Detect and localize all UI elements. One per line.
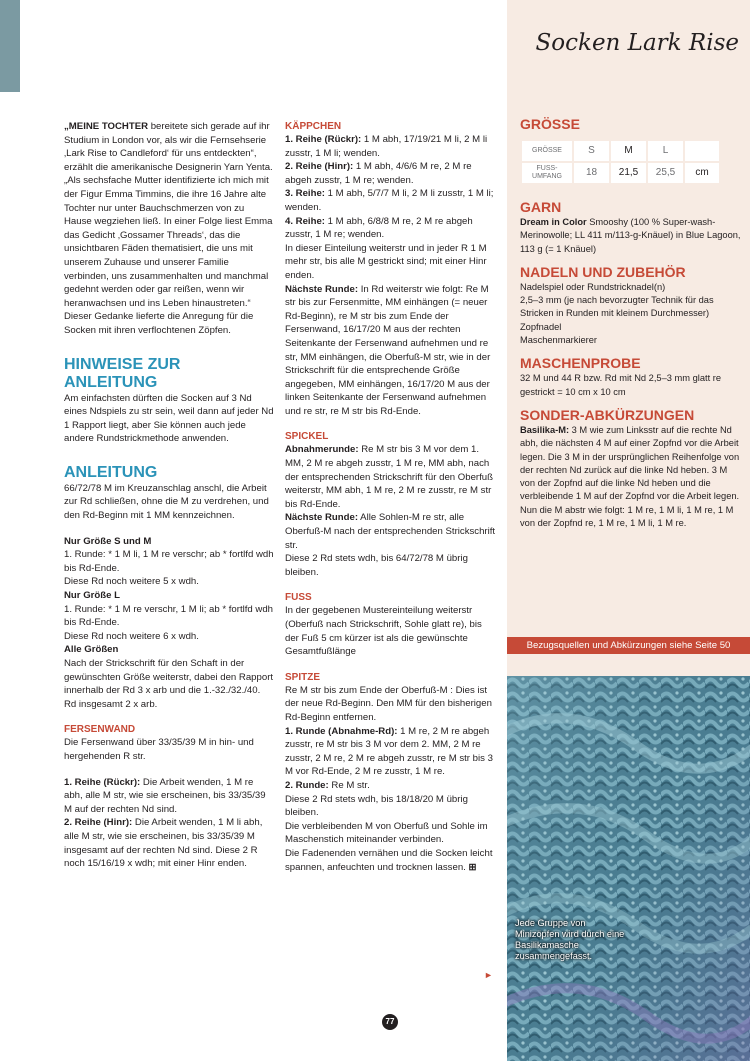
intro-text: bereitete sich gerade auf ihr Studium in London vor, als wir die Fernsehserie ‚Lark Rise to Candleford‘ für uns entdeckten“, erzählt die amerikanische Designerin Yarn Yenta. „Als sechsfache Mutter identifizierte ich mich mit der Figur Emma Timmins, die ihre 16 Jahre alte Tochter nur unter Bauchschmerzen von zu Hause wegziehen ließ. In einer Folge liest Emma das Gedicht ‚Gossamer Threads‘, das die unsichtbaren Fäden thematisiert, die uns mit unserem Zuhause und unserer Familie verbinden, uns zusammenhalten und manchmal gedehnt werden oder gar reißen, wenn wir heranwachsen und ins Leben hinaustreten.“ Dieser Gedanke lieferte die Anregung für die Socken mit ihren verflochtenen Zöpfen. <box>64 121 273 336</box>
anleitung-intro: 66/72/78 M im Kreuzanschlag anschl, die Arbeit zur Rd schließen, ohne die M zu verdrehen, und den Rd-Beginn mit 1 MM kennzeichnen. <box>64 482 269 522</box>
page-number: 77 <box>382 1014 398 1030</box>
kaeppchen-row1: 1. Reihe (Rückr): 1 M abh, 17/19/21 M li, 2 M li zusstr, 1 M li; wenden. <box>285 134 488 159</box>
column-1 <box>64 120 274 871</box>
foot-l: 25,5 <box>647 162 684 184</box>
size-m: M <box>610 140 647 162</box>
spitze-row2: 2. Runde: Re M str. <box>285 779 370 791</box>
empty-cell <box>684 140 720 162</box>
foot-row <box>521 162 720 184</box>
kaeppchen-row3: 3. Reihe: 1 M abh, 5/7/7 M li, 2 M li zusstr, 1 M li; wenden. <box>285 188 494 213</box>
size-sm-round1: 1. Runde: * 1 M li, 1 M re verschr; ab * fortlfd wdh bis Rd-Ende. <box>64 549 274 574</box>
size-label: GRÖSSE <box>521 140 573 162</box>
spickel-text: Diese 2 Rd stets wdh, bis 64/72/78 M übrig bleiben. <box>285 553 468 578</box>
size-l-repeat: Diese Rd noch weitere 6 x wdh. <box>64 630 199 642</box>
all-sizes-text: Nach der Strickschrift für den Schaft in der gewünschten Größe weiterstr, dabei den Rapport innerhalb der Rd 3 x arb und die 1.-32./32./40. Rd insgesamt 2 x arb. <box>64 658 274 710</box>
nadeln-line-1: Nadelspiel oder Rundstricknadel(n) <box>520 281 666 292</box>
foot-m: 21,5 <box>610 162 647 184</box>
nadeln-line-3: Zopfnadel <box>520 321 562 332</box>
foot-label: FUSS-UMFANG <box>521 162 573 184</box>
intro-lead: „MEINE TOCHTER <box>64 121 149 132</box>
spitze-text3: Die verbleibenden M von Oberfuß und Sohle im Maschenstich miteinander verbinden. <box>285 820 488 846</box>
all-sizes-label: Alle Größen <box>64 644 119 656</box>
foot-unit: cm <box>684 162 720 184</box>
kaeppchen-row4: 4. Reihe: 1 M abh, 6/8/8 M re, 2 M re abgeh zusstr, 1 M re; wenden. <box>285 215 473 241</box>
decorative-strip <box>0 0 20 92</box>
size-sm-label: Nur Größe S und M <box>64 535 152 547</box>
column-3-sidebar <box>520 116 742 530</box>
spickel-heading: SPICKEL <box>285 431 329 443</box>
anleitung-heading: ANLEITUNG <box>64 463 158 481</box>
photo-caption: Jede Gruppe von Minizöpfen wird durch eine Basilikamasche zusammengefasst. <box>515 918 625 961</box>
fersenwand-row2: 2. Reihe (Hinr): Die Arbeit wenden, 1 M li abh, alle M str, wie sie erscheinen, bis 33/35/39 M insgesamt auf der rechten Nd sind. Diese 2 R noch 15/16/19 x wdh; mit einer Hinr enden. <box>64 817 263 870</box>
continue-arrow-icon: ► <box>484 970 493 980</box>
fuss-heading: FUSS <box>285 592 312 604</box>
spitze-text: Re M str bis zum Ende der Oberfuß-M : Dies ist der neue Rd-Beginn. Den MM für den bisherigen Rd-Beginn entfernen. <box>285 684 492 723</box>
column-2 <box>285 120 497 874</box>
size-l: L <box>647 140 684 162</box>
knitted-sock-photo <box>507 676 750 1061</box>
garn-heading: GARN <box>520 199 562 215</box>
sonder-text: Basilika-M: 3 M wie zum Linksstr auf die rechte Nd abh, die nächsten 4 M auf einer Zopfnd vor die Arbeit legen. Die 3 M in der ursprünglichen Reihenfolge von der rechten Nd zurück auf die linke Nd heben. 3 M von der Zopfnd auf die linke Nd heben und die verbleibende 1 M auf der Zopfnd vor die Arbeit legen. Nun die M abstr wie folgt: 1 M re, 1 M li, 1 M re, 1 M von der Zopfnd re, 1 M re, 1 M li, 1 M re. <box>520 424 740 529</box>
spitze-text2: Diese 2 Rd stets wdh, bis 18/18/20 M übrig bleiben. <box>285 793 468 819</box>
hinweise-heading: HINWEISE ZUR ANLEITUNG <box>64 355 181 391</box>
spickel-row1: Abnahmerunde: Re M str bis 3 M vor dem 1. MM, 2 M re abgeh zusstr, 1 M re, MM abh, nach der entsprechenden Strickschrift für den Oberfuß weiterstr, MM abh, 1 M re, 2 M re zusstr, re M str bis Rd-Ende. <box>285 444 493 510</box>
kaeppchen-text: In dieser Einteilung weiterstr und in jeder R 1 M mehr str, bis alle M gestrickt sind; mit einer Hinr enden. <box>285 242 487 281</box>
garn-text: Dream in Color Smooshy (100 % Super-wash-Merinowolle; LL 411 m/113-g-Knäuel) in Blue Lagoon, 113 g (= 1 Knäuel) <box>520 217 741 254</box>
maschenprobe-heading: MASCHENPROBE <box>520 355 641 372</box>
kaeppchen-heading: KÄPPCHEN <box>285 121 342 132</box>
intro-paragraph <box>64 120 274 338</box>
groesse-heading: GRÖSSE <box>520 116 580 132</box>
kaeppchen-next: Nächste Runde: In Rd weiterstr wie folgt: Re M str bis zur Fersenmitte, MM einhängen (= neuer Rd-Beginn), re M str bis zum Ende der Fersenwand, 16/17/20 M aus der rechten Seitenkante der Fersenwand aufnehmen und re str, MM einhängen, die Oberfuß-M str, wie in der Strickschrift für die entsprechende Größe angegeben, MM einhängen, 16/17/20 M aus der linken Seitenkante der Fersenwand aufnehmen und re str, re M str bis Rd-Ende. <box>285 283 491 417</box>
size-l-label: Nur Größe L <box>64 590 120 602</box>
fersenwand-row1: 1. Reihe (Rückr): Die Arbeit wenden, 1 M re abh, alle M str, wie sie erscheinen, bis 33/35/39 M auf der rechten Nd sind. <box>64 776 266 815</box>
end-mark-icon: ⊞ <box>468 861 477 873</box>
spickel-row2: Nächste Runde: Alle Sohlen-M re str, alle Oberfuß-M nach der entsprechenden Strickschrift str. <box>285 512 496 551</box>
pattern-title: Socken Lark Rise <box>535 30 739 56</box>
sources-bar: Bezugsquellen und Abkürzungen siehe Seite 50 <box>507 637 750 654</box>
size-sm-repeat: Diese Rd noch weitere 5 x wdh. <box>64 576 199 588</box>
fuss-text: In der gegebenen Mustereinteilung weiterstr (Oberfuß nach Strickschrift, Sohle glatt re), bis der Fuß 5 cm kürzer ist als die gewünschte Gesamtfußlänge <box>285 605 482 658</box>
fersenwand-text: Die Fersenwand über 33/35/39 M in hin- und hergehenden R str. <box>64 737 254 762</box>
sonder-heading: SONDER-ABKÜRZUNGEN <box>520 406 695 423</box>
size-s: S <box>573 140 610 162</box>
spitze-text4: Die Fadenenden vernähen und die Socken leicht spannen, anfeuchten und trocknen lassen. ⊞ <box>285 847 493 873</box>
knit-texture-image <box>507 676 750 1061</box>
maschenprobe-text: 32 M und 44 R bzw. Rd mit Nd 2,5–3 mm glatt re gestrickt = 10 cm x 10 cm <box>520 373 722 397</box>
foot-s: 18 <box>573 162 610 184</box>
spitze-heading: SPITZE <box>285 671 321 683</box>
fersenwand-heading: FERSENWAND <box>64 724 136 736</box>
nadeln-line-2: 2,5–3 mm (je nach bevorzugter Technik für das Stricken in Runden mit kleinem Durchmesser) <box>520 295 714 319</box>
nadeln-line-4: Maschenmarkierer <box>520 335 597 346</box>
size-table <box>520 139 721 185</box>
nadeln-heading: NADELN UND ZUBEHÖR <box>520 263 686 280</box>
size-l-round1: 1. Runde: * 1 M re verschr, 1 M li; ab * fortlfd wdh bis Rd-Ende. <box>64 603 274 629</box>
kaeppchen-row2: 2. Reihe (Hinr): 1 M abh, 4/6/6 M re, 2 M re abgeh zusstr, 1 M re; wenden. <box>285 161 472 186</box>
size-row <box>521 140 720 162</box>
hinweise-text: Am einfachsten dürften die Socken auf 3 Nd eines Ndspiels zu str sein, weil dann auf jeder Nd 1 Rapport liegt, aber Sie können auch jede andere Rundstrickmethode anwenden. <box>64 392 274 445</box>
spitze-row1: 1. Runde (Abnahme-Rd): 1 M re, 2 M re abgeh zusstr, re M str bis 3 M vor dem 2. MM, 2 M re zusstr, 2 M re, 2 M re abgeh zusstr, re M str bis 3 M vor Rd-Ende, 2 M re zusstr, 1 M re. <box>285 725 493 778</box>
